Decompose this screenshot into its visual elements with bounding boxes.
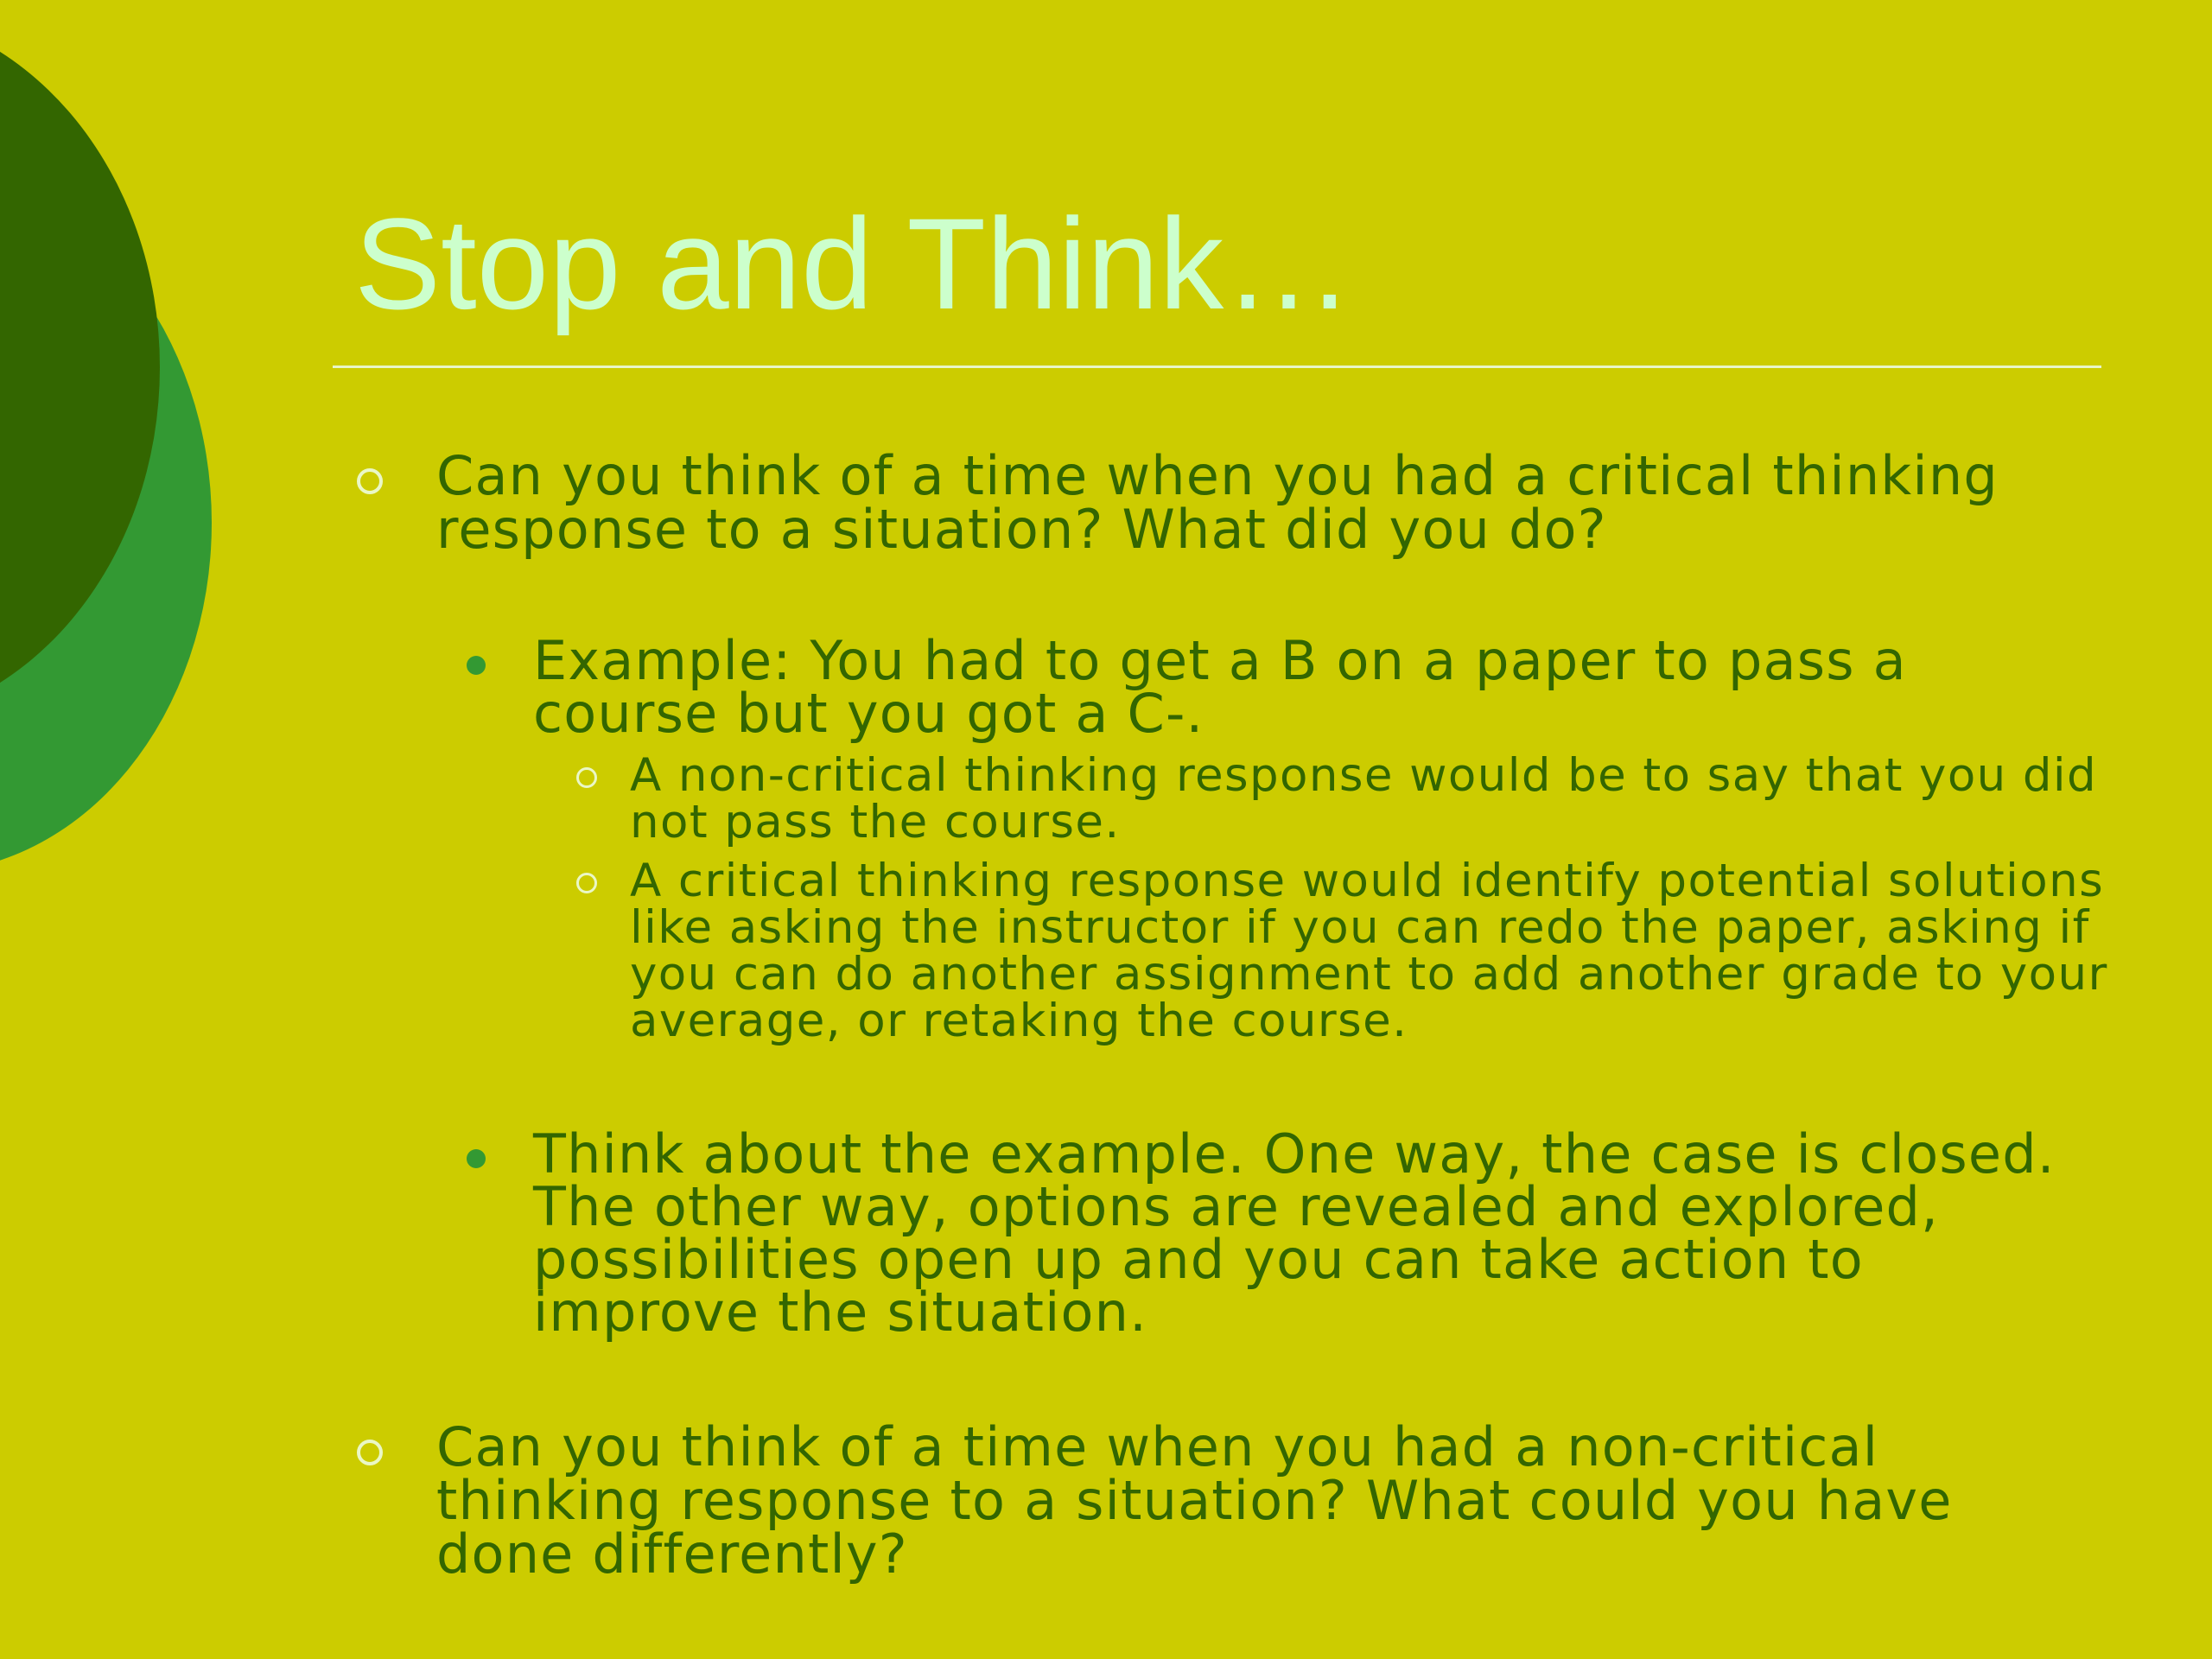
hollow-circle-bullet-icon xyxy=(576,873,597,893)
bullet-text: Can you think of a time when you had a critical thinking response to a situation? What did you do? xyxy=(436,444,1999,561)
hollow-circle-bullet-icon xyxy=(357,468,383,494)
bullet-item xyxy=(533,629,2054,745)
bullet-text: Think about the example. One way, the case is closed. The other way, options are revealed and explored, possibilities open up and you can take action to improve the situation. xyxy=(533,1122,2056,1344)
filled-dot-bullet-icon xyxy=(467,1149,486,1168)
bullet-item xyxy=(436,444,2130,561)
bullet-item xyxy=(630,749,2116,849)
bullet-text: A non-critical thinking response would be to say that you did not pass the course. xyxy=(630,749,2098,849)
bullet-item xyxy=(533,1122,2075,1344)
hollow-circle-bullet-icon xyxy=(357,1440,383,1465)
filled-dot-bullet-icon xyxy=(467,656,486,675)
bullet-item xyxy=(436,1415,2044,1586)
bullet-text: Can you think of a time when you had a non-critical thinking response to a situation? What could you have done differently? xyxy=(436,1415,1953,1586)
bullet-text: Example: You had to get a B on a paper to pass a course but you got a C-. xyxy=(533,629,1907,745)
hollow-circle-bullet-icon xyxy=(576,767,597,788)
bullet-text: A critical thinking response would identify potential solutions like asking the instructor if you can redo the paper, asking if you can do another assignment to add another grade to your average, or retaking the course. xyxy=(630,855,2108,1047)
slide-title: Stop and Think… xyxy=(354,191,1354,336)
bullet-item xyxy=(630,855,2116,1047)
